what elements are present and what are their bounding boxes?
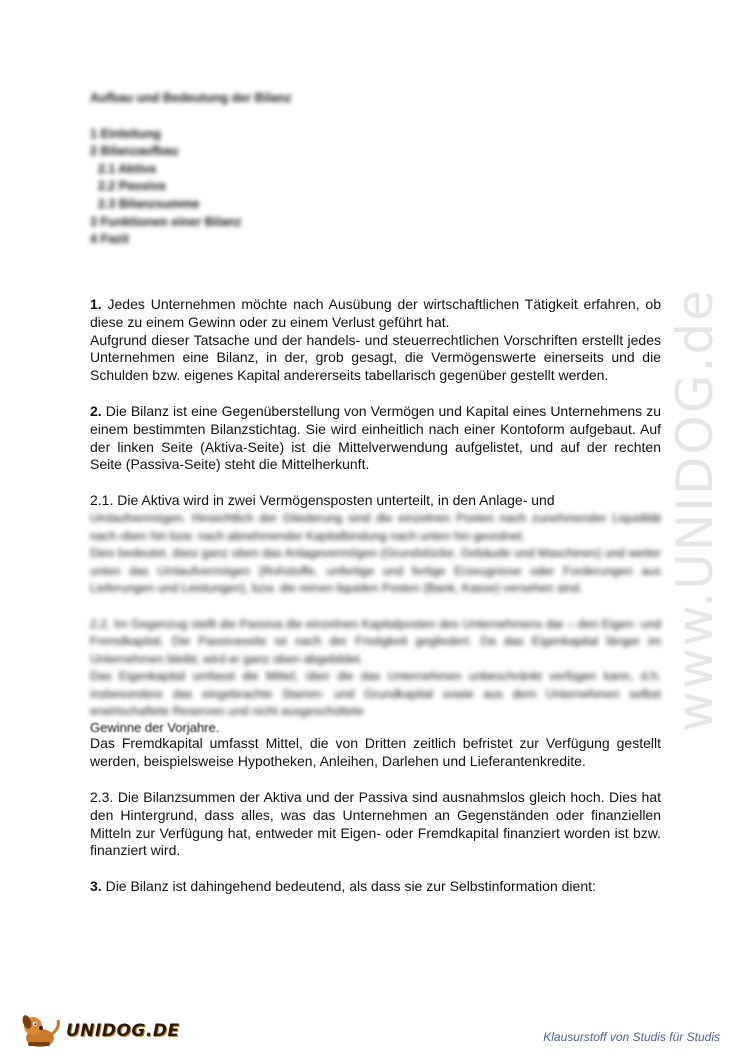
toc-item: 1 Einleitung [90, 126, 161, 141]
toc-item: 3 Funktionen einer Bilanz [90, 214, 242, 229]
paragraph-2 [90, 403, 661, 474]
toc-item: 2.3 Bilanzsumme [98, 196, 200, 211]
paragraph-2-1: 2.1. Die Aktiva wird in zwei Vermögensposten unterteilt, in den Anlage- und [90, 492, 555, 509]
unidog-logo[interactable] [20, 1012, 180, 1050]
toc-item: 2.2 Passiva [98, 179, 166, 194]
section-number: 2. [90, 402, 102, 419]
logo-text: UNIDOG.DE [66, 1021, 180, 1041]
footer-tagline: Klausurstoff von Studis für Studis [543, 1030, 720, 1044]
document-title: Aufbau und Bedeutung der Bilanz [90, 91, 292, 105]
blurred-paragraph: Das Eigenkapital umfasst die Mittel, über die das Unternehmen unbeschränkt verfügen kann, d.h. insbesondere das eingebrachte Stamm- und Grundkapital sowie aus dem Unternehmen selbst erwirtschaftete Reserven und nicht ausgeschüttete [90, 669, 661, 718]
watermark-text: www.UNIDOG.de [666, 288, 725, 732]
blurred-paragraph: Umlaufvermögen. Hinsichtlich der Gliederung sind die einzelnen Posten nach zunehmender Liquidität nach oben hin bzw. nach abnehmender Kapitalbindung nach unten hin geordnet. [90, 510, 661, 543]
toc-item: 2 Bilanzaufbau [90, 144, 179, 159]
paragraph-1b: Aufgrund dieser Tatsache und der handels- und steuerrechtlichen Vorschriften erstellt jedes Unternehmen eine Bilanz, in der, grob gesagt, die Vermögenswerte einerseits und die Schulden bzw. eigenes Kapital andererseits tabellarisch gegenüber gestellt werden. [90, 331, 661, 384]
paragraph-text: Die Bilanz ist eine Gegenüberstellung von Vermögen und Kapital eines Unternehmens zu einem bestimmten Bilanzstichtag. Sie wird einheitlich nach einer Kontoform aufgebaut. Auf der linken Seite (Aktiva-Seite) ist die Mittelverwendung aufgelistet, und auf der rechten Seite (Passiva-Seite) steht die Mittelherkunft. [90, 402, 661, 473]
toc-item: 2.1 Aktiva [98, 161, 156, 176]
section-number: 3. [90, 878, 102, 895]
paragraph-2-3: 2.3. Die Bilanzsummen der Aktiva und der Passiva sind ausnahmslos gleich hoch. Dies hat den Hintergrund, dass alles, was das Unternehmen an Gegenständen oder finanziellen Mitteln zur Verfügung hat, entweder mit Eigen- oder Fremdkapital finanziert worden ist bzw. finanziert wird. [90, 788, 661, 859]
blurred-paragraph: 2.2. Im Gegenzug stellt die Passiva die einzelnen Kapitalposten des Unternehmens dar – den Eigen- und Fremdkapital. Die Passivaseite ist nach der Fristigkeit gegliedert. Da das Eigenkapital länger im Unternehmen bleibt, wird er ganz oben abgebildet. [90, 616, 661, 666]
section-number: 1. [90, 296, 102, 312]
dog-mascot-icon [20, 1012, 64, 1050]
toc-item: 4 Fazit [90, 232, 129, 247]
watermark [665, 285, 725, 735]
document-body [90, 296, 661, 896]
blurred-paragraph: Dies bedeutet, dass ganz oben das Anlagevermögen (Grundstücke, Gebäude und Maschinen) und weiter unten das Umlaufvermögen (Rohstoffe, unfertige und fertige Erzeugnisse oder Forderungen aus Lieferungen und Leistungen), bzw. die reinen liquiden Posten (Bank, Kasse) versehen sind. [90, 546, 661, 596]
paragraph-3 [90, 878, 661, 896]
table-of-contents [90, 90, 410, 249]
paragraph-2-2: Das Fremdkapital umfasst Mittel, die von Dritten zeitlich befristet zur Verfügung gestellt werden, beispielsweise Hypotheken, Anleihen, Darlehen und Lieferantenkredite. [90, 735, 661, 770]
paragraph-text: Die Bilanz ist dahingehend bedeutend, als dass sie zur Selbstinformation dient: [101, 878, 596, 895]
paragraph-text: Jedes Unternehmen möchte nach Ausübung der wirtschaftlichen Tätigkeit erfahren, ob diese zu einem Gewinn oder zu einem Verlust geführt hat. [90, 296, 661, 330]
paragraph-1 [90, 296, 661, 332]
paragraph-2-2-tail: Gewinne der Vorjahre. [90, 720, 220, 736]
